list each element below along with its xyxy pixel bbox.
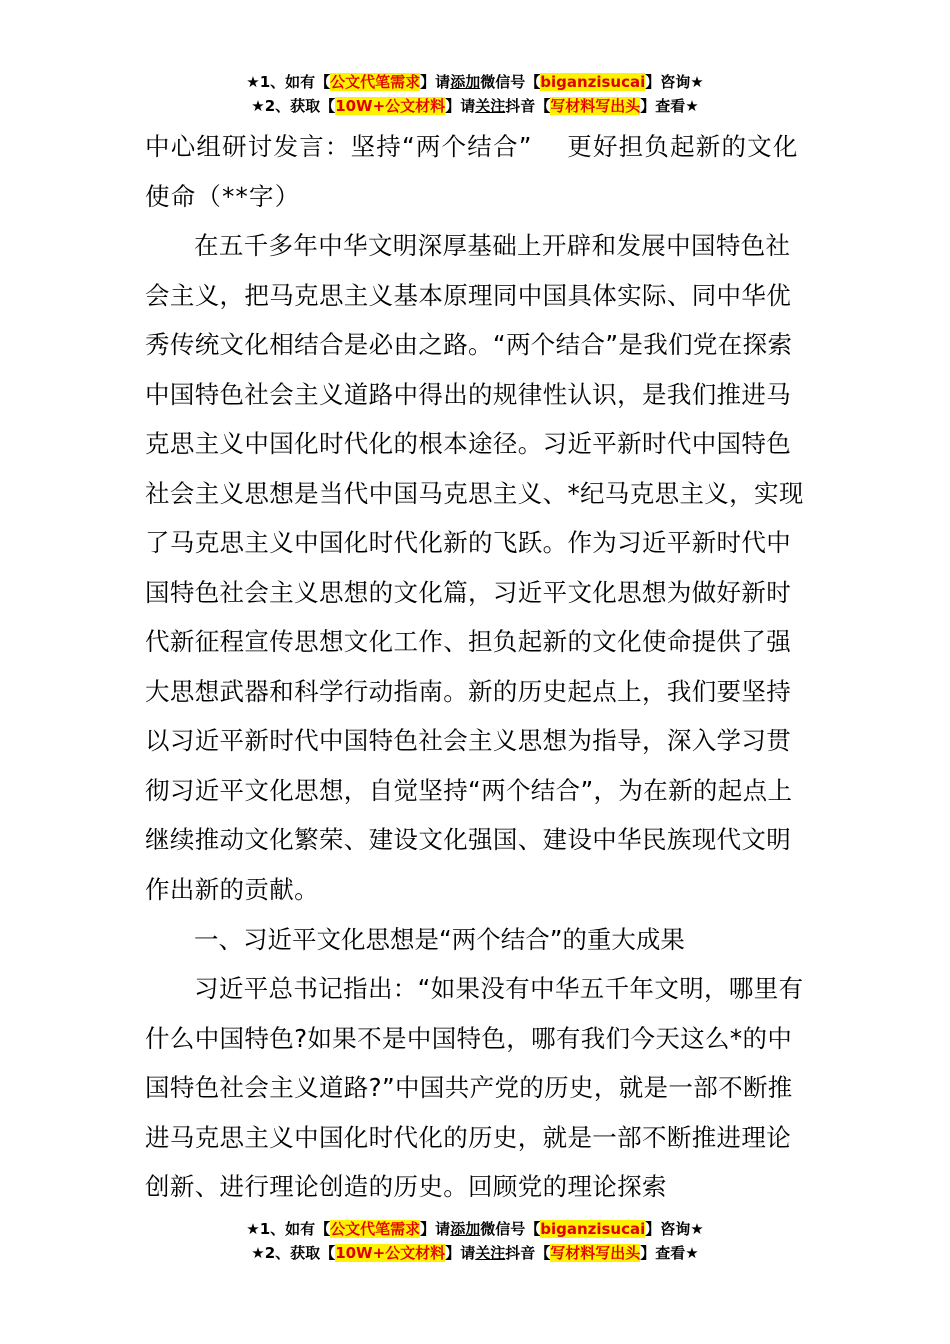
promo-underline: 添加	[450, 1220, 481, 1238]
promo-highlight: 10W+公文材料	[335, 1244, 446, 1262]
promo-text: 】请	[420, 73, 451, 91]
promo-suffix: 】咨询★	[645, 1220, 704, 1238]
promo-text: 抖音【	[505, 1244, 551, 1262]
promo-suffix: 】咨询★	[645, 73, 704, 91]
promo-text: 】请	[445, 1244, 476, 1262]
promo-text: 微信号【	[480, 73, 541, 91]
promo-douyin-id: 写材料写出头	[550, 97, 641, 115]
promo-header-line-1	[0, 70, 950, 94]
section-heading-1: 一、习近平文化思想是“两个结合”的重大成果	[194, 925, 685, 954]
paragraph-2: 习近平总书记指出：“如果没有中华五千年文明，哪里有什么中国特色?如果不是中国特色，哪有我们今天这么*的中国特色社会主义道路?”中国共产党的历史，就是一部不断推进马克思主义中国化时代化的历史，就是一部不断推进理论创新、进行理论创造的历史。回顾党的理论探索	[145, 974, 804, 1201]
promo-text: 抖音【	[505, 97, 551, 115]
promo-prefix: ★1、如有【	[246, 1220, 331, 1238]
paragraph-1: 在五千多年中华文明深厚基础上开辟和发展中国特色社会主义，把马克思主义基本原理同中国具体实际、同中华优秀传统文化相结合是必由之路。“两个结合”是我们党在探索中国特色社会主义道路中得出的规律性认识，是我们推进马克思主义中国化时代化的根本途径。习近平新时代中国特色社会主义思想是当代中国马克思主义、*纪马克思主义，实现了马克思主义中国化时代化新的飞跃。作为习近平新时代中国特色社会主义思想的文化篇，习近平文化思想为做好新时代新征程宣传思想文化工作、担负起新的文化使命提供了强大思想武器和科学行动指南。新的历史起点上，我们要坚持以习近平新时代中国特色社会主义思想为指导，深入学习贯彻习近平文化思想，自觉坚持“两个结合”，为在新的起点上继续推动文化繁荣、建设文化强国、建设中华民族现代文明作出新的贡献。	[145, 231, 804, 904]
promo-highlight: 公文代笔需求	[330, 73, 421, 91]
promo-prefix: ★2、获取【	[251, 97, 336, 115]
promo-header-line-2	[0, 94, 950, 118]
promo-text: 】请	[445, 97, 476, 115]
promo-douyin-id: 写材料写出头	[550, 1244, 641, 1262]
promo-underline: 关注	[475, 97, 506, 115]
promo-wechat-id: biganzisucai	[540, 73, 646, 91]
promo-prefix: ★1、如有【	[246, 73, 331, 91]
promo-suffix: 】查看★	[640, 97, 699, 115]
promo-suffix: 】查看★	[640, 1244, 699, 1262]
promo-footer-line-2	[0, 1241, 950, 1265]
promo-text: 】请	[420, 1220, 451, 1238]
promo-prefix: ★2、获取【	[251, 1244, 336, 1262]
promo-highlight: 公文代笔需求	[330, 1220, 421, 1238]
promo-underline: 添加	[450, 73, 481, 91]
promo-highlight: 10W+公文材料	[335, 97, 446, 115]
promo-text: 微信号【	[480, 1220, 541, 1238]
document-title: 中心组研讨发言：坚持“两个结合” 更好担负起新的文化使命（**字）	[145, 132, 799, 211]
promo-footer-line-1	[0, 1217, 950, 1241]
promo-underline: 关注	[475, 1244, 506, 1262]
promo-wechat-id: biganzisucai	[540, 1220, 646, 1238]
